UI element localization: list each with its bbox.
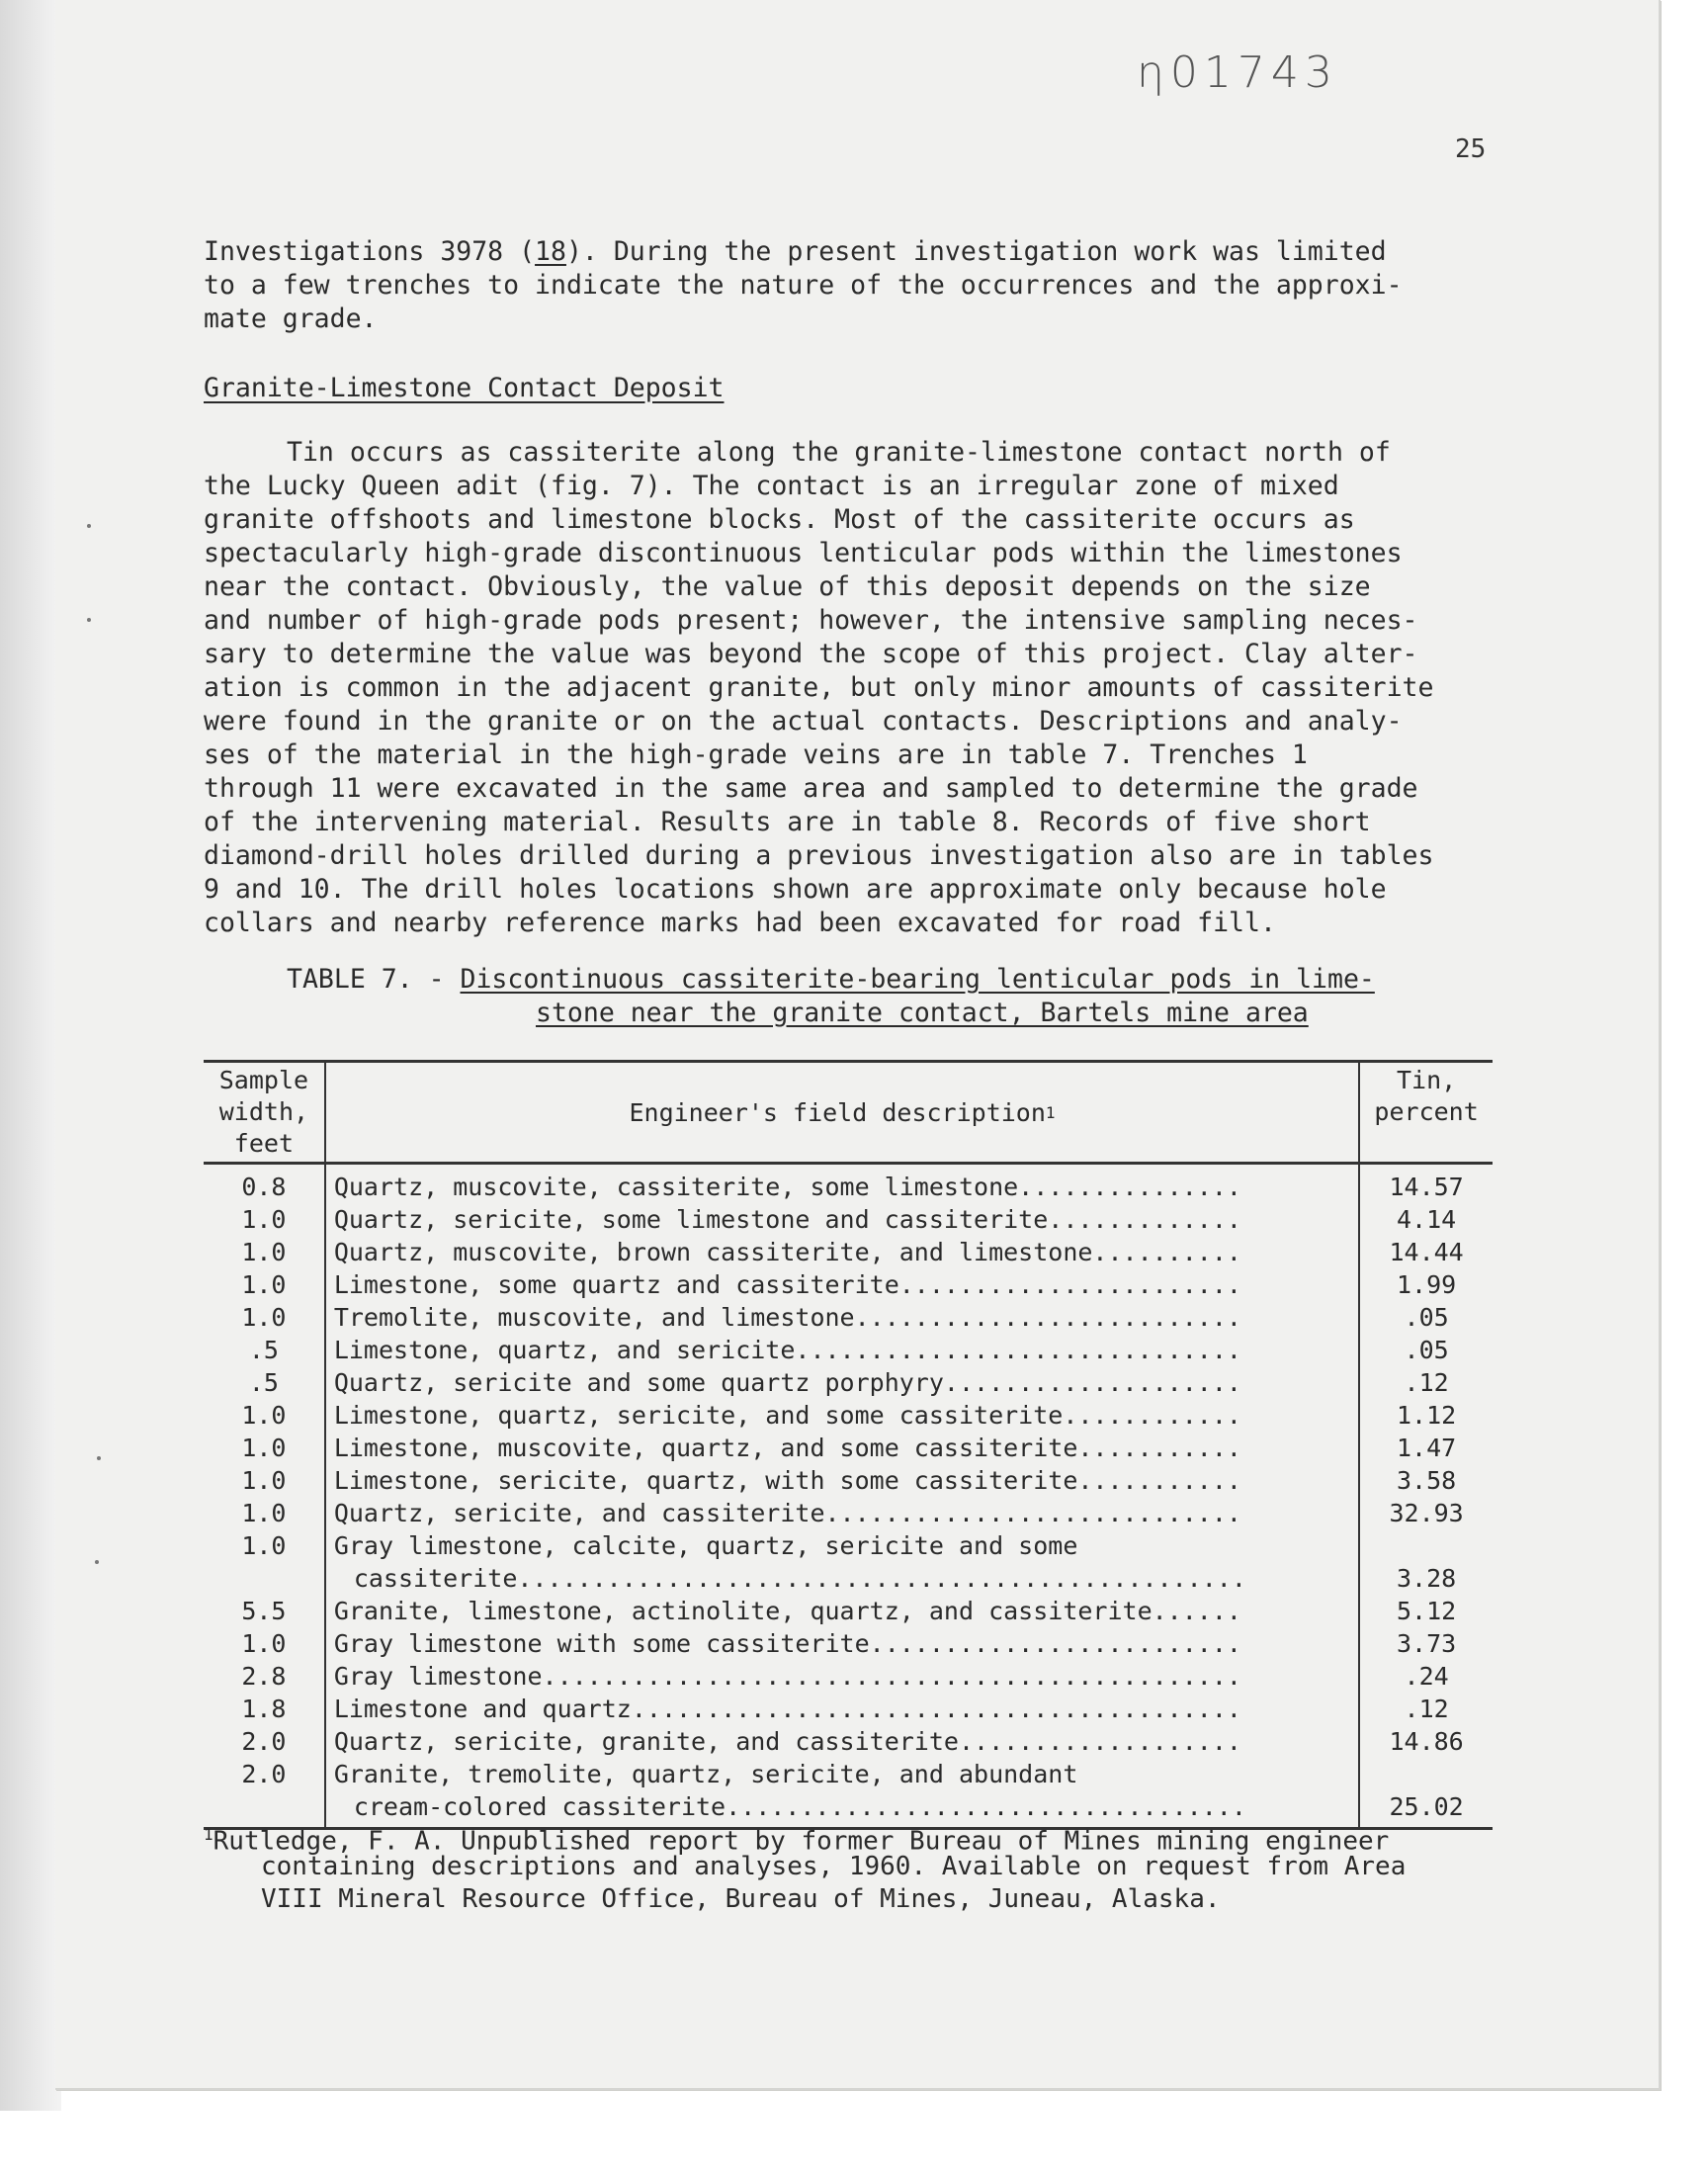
scan-speck <box>87 618 91 622</box>
cell-sample-width: 1.0 <box>241 1205 287 1234</box>
cell-sample-width: 1.0 <box>241 1466 287 1495</box>
cell-description: Gray limestone............................................... <box>333 1662 1241 1691</box>
cell-sample-width: 1.0 <box>241 1531 287 1560</box>
body-line: and number of high-grade pods present; however, the intensive sampling neces- <box>204 605 1418 636</box>
table-caption <box>287 963 1473 1030</box>
header-tin-percent: Tin, percent <box>1374 1066 1479 1126</box>
cell-sample-width: 2.0 <box>241 1760 287 1788</box>
cell-description: Gray limestone, calcite, quartz, sericite and some cassiterite................................................. <box>333 1531 1246 1593</box>
cell-description: Gray limestone with some cassiterite......................... <box>333 1629 1241 1658</box>
body-line: 9 and 10. The drill holes locations shown are approximate only because hole <box>204 874 1387 905</box>
cell-description: Limestone and quartz......................................... <box>333 1695 1241 1723</box>
page-number: 25 <box>1455 134 1487 164</box>
body-line: through 11 were excavated in the same area and sampled to determine the grade <box>204 773 1418 804</box>
cell-description: Limestone, sericite, quartz, with some cassiterite........... <box>333 1466 1241 1495</box>
intro-line: mate grade. <box>204 304 378 334</box>
cell-sample-width: 1.0 <box>241 1270 287 1299</box>
cell-sample-width: 2.8 <box>241 1662 287 1691</box>
cell-tin-percent: .12 <box>1404 1368 1449 1397</box>
cell-description: Quartz, muscovite, cassiterite, some limestone............... <box>333 1173 1241 1201</box>
cell-sample-width: 1.0 <box>241 1499 287 1527</box>
body-line: the Lucky Queen adit (fig. 7). The contact is an irregular zone of mixed <box>204 471 1339 501</box>
cell-sample-width: 5.5 <box>241 1597 287 1625</box>
section-heading: Granite-Limestone Contact Deposit <box>204 373 725 403</box>
cell-sample-width: 2.0 <box>241 1727 287 1756</box>
footnote-marker: 1 <box>204 1825 214 1844</box>
scan-bottom-margin <box>0 2111 1708 2175</box>
cell-description: Quartz, muscovite, brown cassiterite, and limestone.......... <box>333 1238 1241 1266</box>
header-sample-width: Sample width, feet <box>218 1066 309 1158</box>
cell-tin-percent: 14.86 <box>1389 1727 1464 1756</box>
cell-tin-percent: 1.12 <box>1396 1401 1457 1430</box>
cell-tin-percent: 3.28 <box>1396 1564 1457 1593</box>
cell-description: Limestone, muscovite, quartz, and some cassiterite........... <box>333 1434 1241 1462</box>
table-label: TABLE 7. - <box>287 964 461 995</box>
cell-sample-width: 1.0 <box>241 1629 287 1658</box>
cell-sample-width: 1.0 <box>241 1401 287 1430</box>
cell-tin-percent: .05 <box>1404 1336 1449 1364</box>
header-description: Engineer's field description 1 <box>324 1063 1360 1162</box>
body-line: spectacularly high-grade discontinuous lenticular pods within the limestones <box>204 538 1403 568</box>
scan-speck <box>95 1560 99 1564</box>
cell-description: Limestone, quartz, and sericite.............................. <box>333 1336 1241 1364</box>
cell-sample-width: 1.0 <box>241 1238 287 1266</box>
cell-tin-percent: 3.73 <box>1396 1629 1457 1658</box>
body-line: diamond-drill holes drilled during a previous investigation also are in tables <box>204 840 1434 871</box>
body-line: collars and nearby reference marks had been excavated for road fill. <box>204 908 1276 938</box>
body-line: ation is common in the adjacent granite, but only minor amounts of cassiterite <box>204 672 1434 703</box>
intro-paragraph <box>204 235 1498 336</box>
table-body <box>204 1165 1493 1827</box>
cell-tin-percent: 14.44 <box>1389 1238 1464 1266</box>
cell-tin-percent: 5.12 <box>1396 1597 1457 1625</box>
cell-tin-percent: 32.93 <box>1389 1499 1464 1527</box>
body-line: sary to determine the value was beyond the scope of this project. Clay alter- <box>204 639 1418 669</box>
cell-sample-width: 1.0 <box>241 1434 287 1462</box>
cell-tin-percent: 1.99 <box>1396 1270 1457 1299</box>
cell-tin-percent: 14.57 <box>1389 1173 1464 1201</box>
cell-tin-percent: 1.47 <box>1396 1434 1457 1462</box>
column-tin-percent <box>1360 1165 1493 1827</box>
body-line: Tin occurs as cassiterite along the granite-limestone contact north of <box>287 437 1391 468</box>
body-line: granite offshoots and limestone blocks. Most of the cassiterite occurs as <box>204 504 1355 535</box>
cell-description: Granite, tremolite, quartz, sericite, and abundant cream-colored cassiterite................................... <box>333 1760 1246 1821</box>
cell-description: Quartz, sericite, and cassiterite............................ <box>333 1499 1241 1527</box>
table-title-line-2: stone near the granite contact, Bartels mine area <box>536 998 1309 1028</box>
cell-description: Quartz, sericite, some limestone and cassiterite............. <box>333 1205 1241 1234</box>
body-line: were found in the granite or on the actual contacts. Descriptions and analy- <box>204 706 1403 737</box>
cell-sample-width: 1.8 <box>241 1695 287 1723</box>
scan-speck <box>87 524 91 528</box>
cell-sample-width: 1.0 <box>241 1303 287 1332</box>
body-line: of the intervening material. Results are in table 8. Records of five short <box>204 807 1371 837</box>
cell-sample-width: 0.8 <box>241 1173 287 1201</box>
intro-line: Investigations 3978 (18). During the present investigation work was limited <box>204 236 1387 267</box>
cell-tin-percent: .12 <box>1404 1695 1449 1723</box>
cell-description: Limestone, some quartz and cassiterite....................... <box>333 1270 1241 1299</box>
cell-sample-width: .5 <box>248 1336 279 1364</box>
cell-description: Limestone, quartz, sericite, and some cassiterite............ <box>333 1401 1241 1430</box>
cell-sample-width: .5 <box>248 1368 279 1397</box>
scan-speck <box>97 1456 101 1460</box>
cell-tin-percent: 4.14 <box>1396 1205 1457 1234</box>
scan-edge-shadow <box>0 0 61 2111</box>
cell-tin-percent: .05 <box>1404 1303 1449 1332</box>
intro-line: to a few trenches to indicate the nature of the occurrences and the approxi- <box>204 270 1403 301</box>
data-table <box>204 1060 1493 1830</box>
body-line: ses of the material in the high-grade veins are in table 7. Trenches 1 <box>204 740 1308 770</box>
footnote-marker: 1 <box>1045 1102 1056 1122</box>
cell-description: Granite, limestone, actinolite, quartz, and cassiterite...... <box>333 1597 1241 1625</box>
reference-link[interactable]: 18 <box>535 236 566 267</box>
cell-tin-percent: .24 <box>1404 1662 1449 1691</box>
cell-tin-percent: 3.58 <box>1396 1466 1457 1495</box>
document-stamp-number: ƞ01743 <box>1137 47 1338 98</box>
column-sample-width <box>204 1165 324 1827</box>
table-title-line-1: Discontinuous cassiterite-bearing lenticular pods in lime- <box>460 964 1375 995</box>
column-description <box>324 1165 1360 1827</box>
cell-description: Quartz, sericite and some quartz porphyry.................... <box>333 1368 1241 1397</box>
body-paragraph <box>204 436 1498 940</box>
cell-tin-percent: 25.02 <box>1389 1792 1464 1821</box>
cell-description: Quartz, sericite, granite, and cassiterite................... <box>333 1727 1241 1756</box>
body-line: near the contact. Obviously, the value of this deposit depends on the size <box>204 571 1371 602</box>
table-header <box>204 1063 1493 1165</box>
cell-description: Tremolite, muscovite, and limestone.......................... <box>333 1303 1241 1332</box>
footnote: $^1$Rutledge, F. A. Unpublished report by former Bureau of Mines mining engineer containing descriptions and analyses, 1960. Available on request from Area VIII Mineral Resource Office, Bureau of Mines, Juneau, Alaska. <box>204 1825 1407 1914</box>
